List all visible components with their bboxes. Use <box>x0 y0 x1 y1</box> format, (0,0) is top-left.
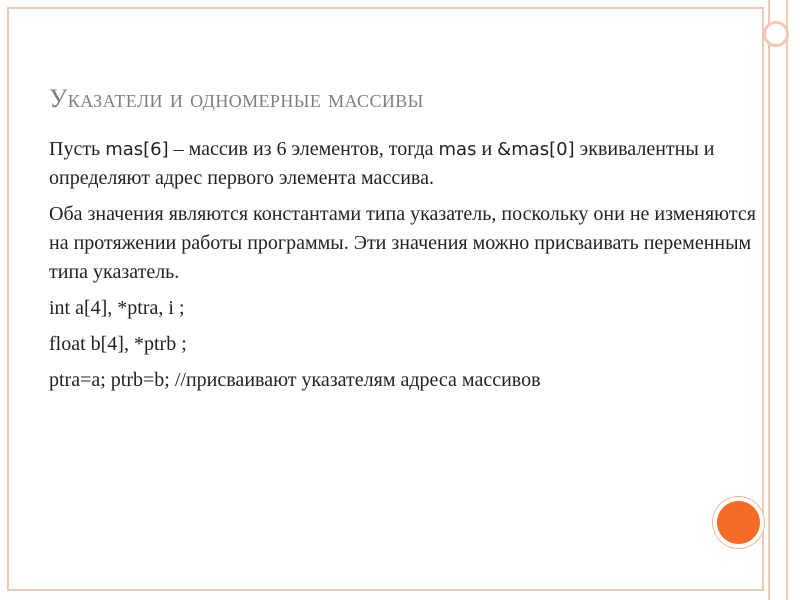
code-line-int: int a[4], *ptra, i ; <box>49 297 185 319</box>
slide-title: Указатели и одномерные массивы <box>49 84 424 113</box>
paragraph-constants: Оба значения являются константами типа указатель, поскольку они не изменяются на протяжении работы программы. Эти значения можно присваивать переменным типа указатель. <box>49 203 756 283</box>
code-mas0: &mas[0] <box>497 139 575 160</box>
code-mas6: mas[6] <box>105 139 169 160</box>
code-mas: mas <box>438 139 477 160</box>
decorative-circle-top <box>763 21 789 47</box>
decorative-line-right <box>786 0 788 600</box>
code-line-assign: ptra=a; ptrb=b; //присваивают указателям адреса массивов <box>49 369 541 391</box>
paragraph-intro <box>49 135 769 193</box>
intro-text-2: – массив из 6 элементов, тогда <box>168 138 439 160</box>
code-line-float: float b[4], *ptrb ; <box>49 333 187 355</box>
decorative-circle-accent <box>713 497 764 548</box>
intro-text-3: и <box>476 138 498 160</box>
intro-text-1: Пусть <box>49 138 106 160</box>
slide-body <box>49 135 769 402</box>
intro-text-4: эквивалентны и определяют адрес первого элемента массива. <box>49 138 715 189</box>
